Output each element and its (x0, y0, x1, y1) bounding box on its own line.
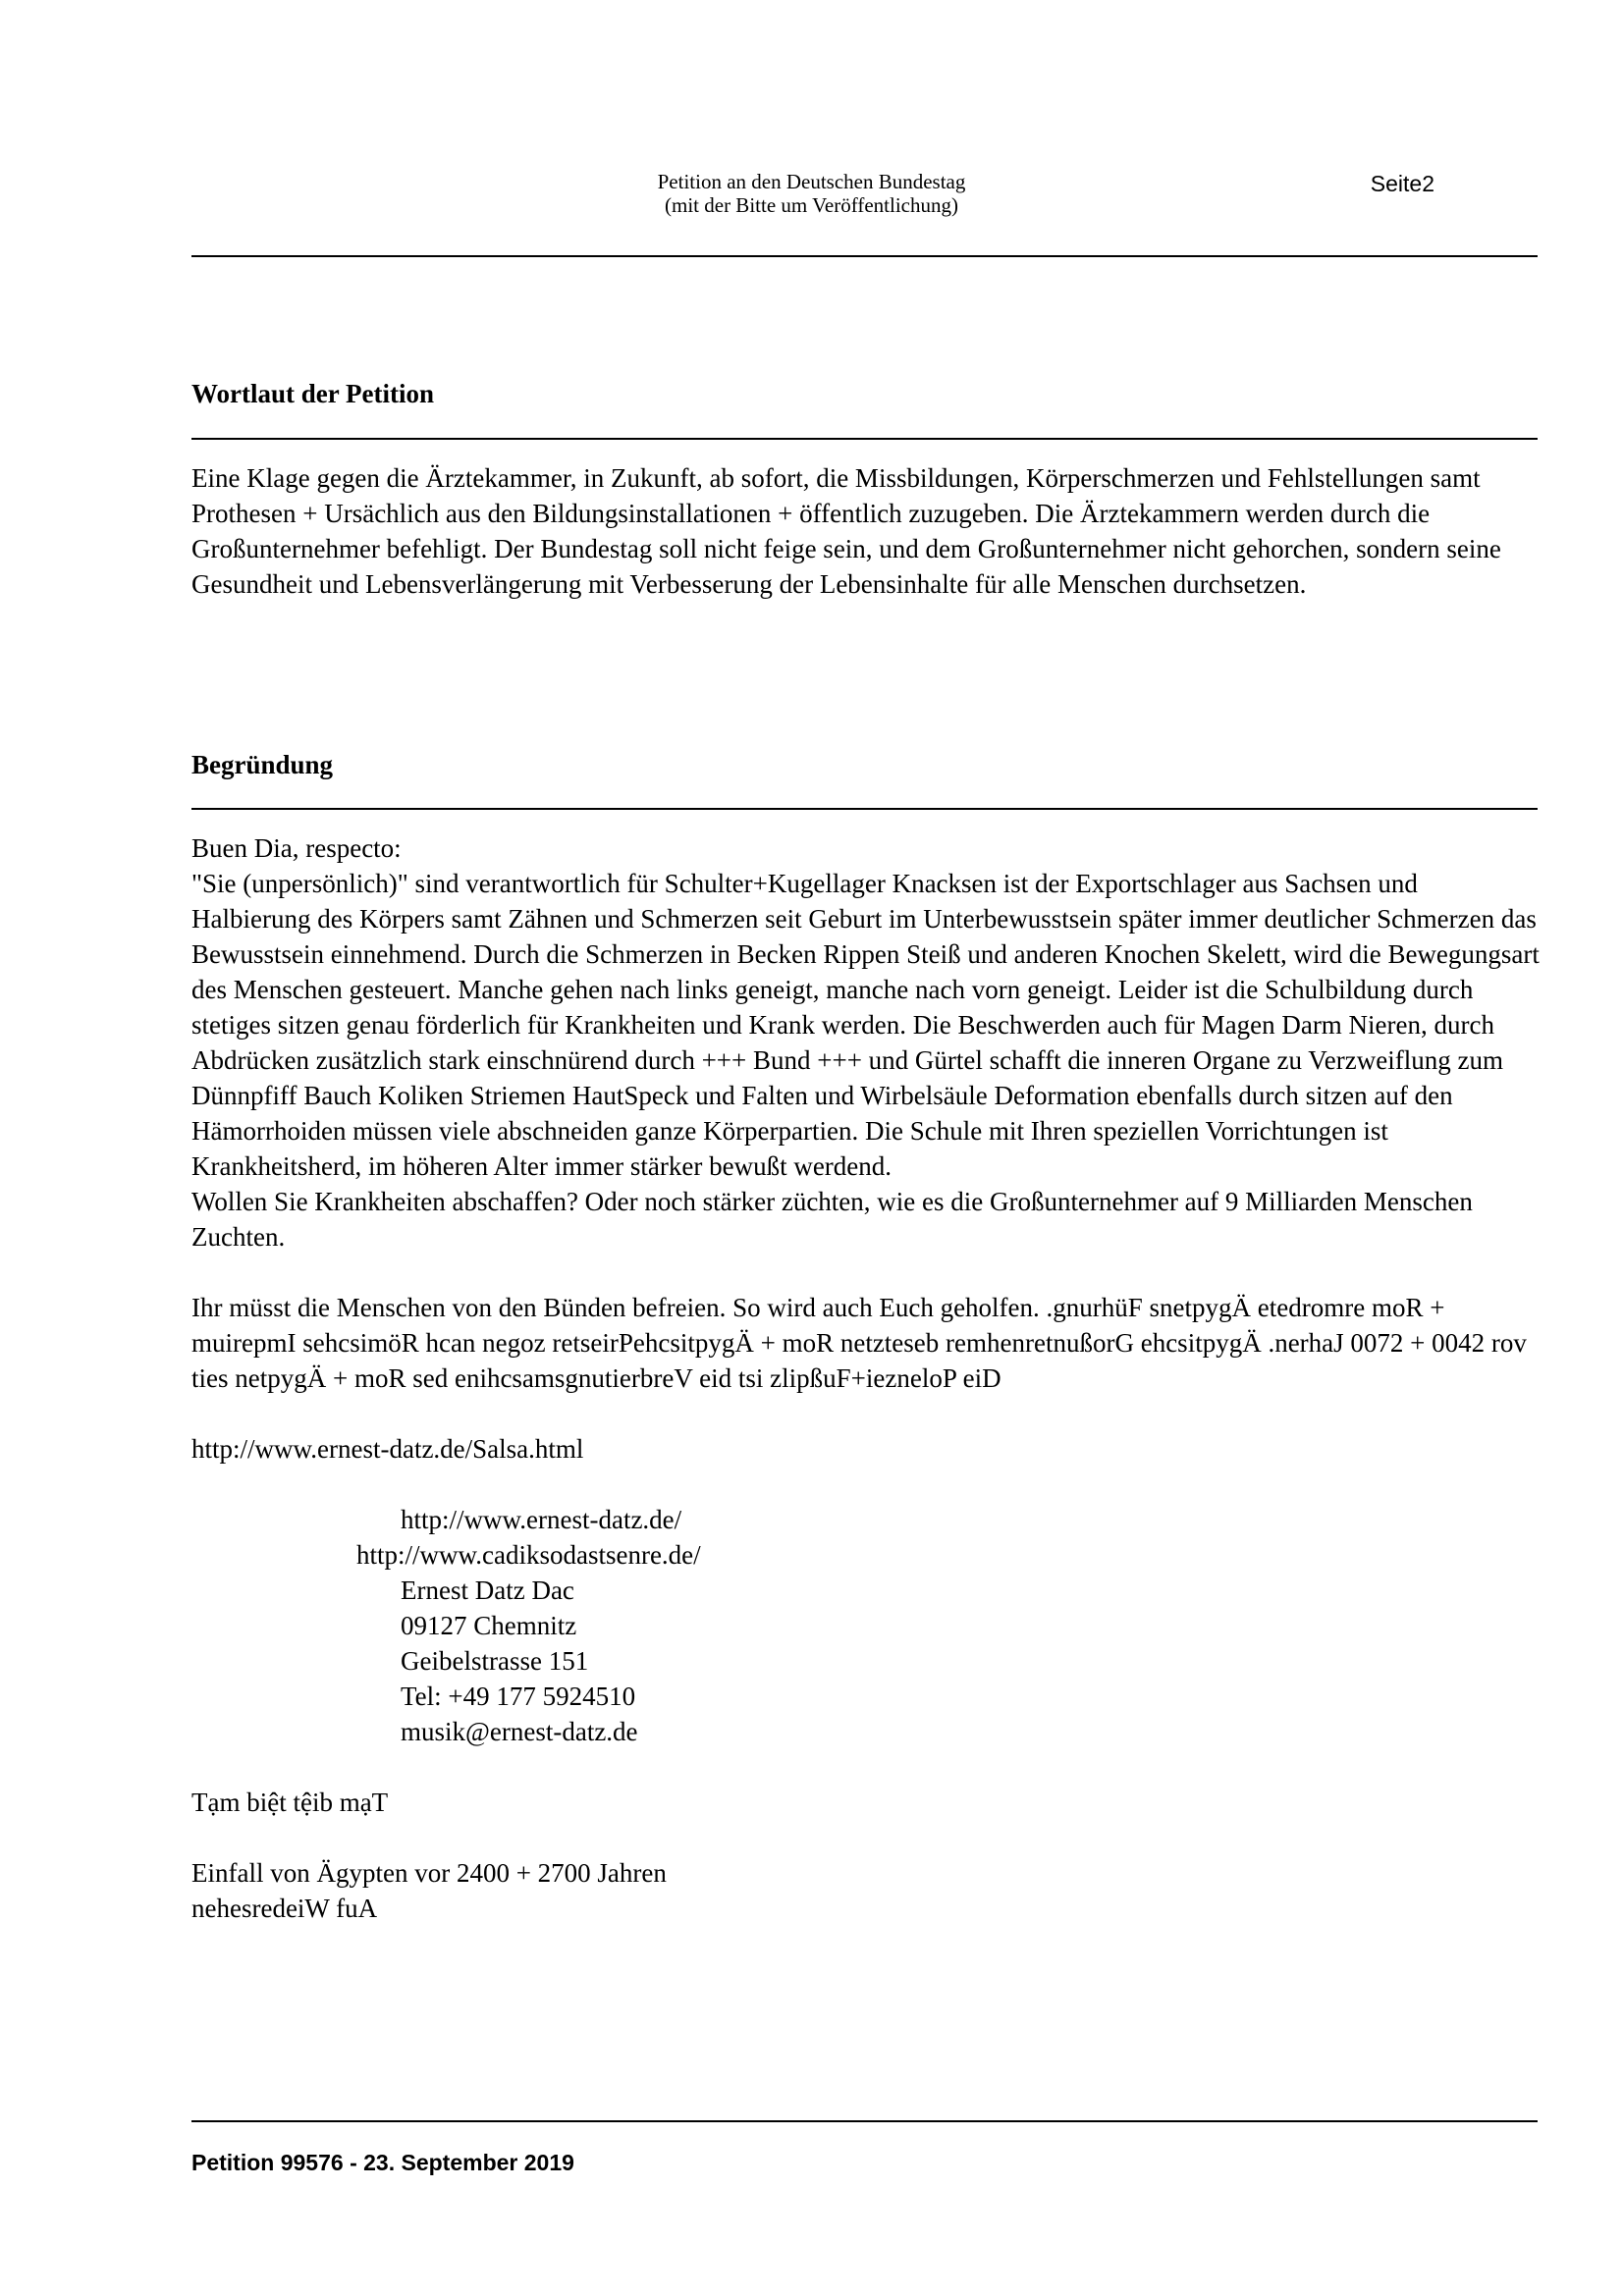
contact-website-1[interactable]: http://www.ernest-datz.de/ (401, 1505, 682, 1534)
contact-city: 09127 Chemnitz (401, 1611, 577, 1640)
header-title-line-2: (mit der Bitte um Veröffentlichung) (665, 193, 958, 217)
contact-name: Ernest Datz Dac (401, 1575, 574, 1605)
header-title-line-1: Petition an den Deutschen Bundestag (657, 170, 966, 193)
footer-divider (191, 2120, 1538, 2122)
wortlaut-text-block (191, 460, 1542, 602)
footer-petition-info: Petition 99576 - 23. September 2019 (191, 2150, 574, 2175)
section-heading-wortlaut: Wortlaut der Petition (191, 379, 434, 408)
begruendung-paragraph-1: "Sie (unpersönlich)" sind verantwortlich für Schulter+Kugellager Knacksen ist der Exportschlager aus Sachsen und Halbierung des Körpers samt Zähnen und Schmerzen seit Geburt im Unterbewusstsein später immer deutlicher Schmerzen das Bewusstsein einnehmend. Durch die Schmerzen in Becken Rippen Steiß und anderen Knochen Skelett, wird die Bewegungsart des Menschen gesteuert. Manche gehen nach links geneigt, manche nach vorn geneigt. Leider ist die Schulbildung durch stetiges sitzen genau förderlich für Krankheiten und Krank werden. Die Beschwerden auch für Magen Darm Nieren, durch Abdrücken zusätzlich stark einschnürend durch +++ Bund +++ und Gürtel schafft die inneren Organe zu Verzweiflung zum Dünnpfiff Bauch Koliken Striemen HautSpeck und Falten und Wirbelsäule Deformation ebenfalls durch sitzen auf den Hämorrhoiden müssen viele abschneiden ganze Körperpartien. Die Schule mit Ihren speziellen Vorrichtungen ist Krankheitsherd, im höheren Alter immer stärker bewußt werdend. (191, 869, 1540, 1181)
salsa-link[interactable]: http://www.ernest-datz.de/Salsa.html (191, 1434, 584, 1464)
begruendung-paragraph-3: Ihr müsst die Menschen von den Bünden befreien. So wird auch Euch geholfen. .gnurhüF snetpygÄ etedromre moR + muirepmI sehcsimöR hcan negoz retseirPehcsitpygÄ + moR netzteseb remhenretnußorG ehcsitpygÄ .nerhaJ 0072 + 0042 rov ties netpygÄ + moR sed enihcsamsgnutierbreV eid tsi zlipßuF+iezneloP eiD (191, 1293, 1527, 1393)
page-number: Seite2 (1370, 171, 1434, 196)
contact-phone: Tel: +49 177 5924510 (401, 1682, 636, 1711)
greeting-line: Buen Dia, respecto: (191, 833, 402, 863)
closing-line-1: Einfall von Ägypten vor 2400 + 2700 Jahren (191, 1858, 667, 1888)
contact-email[interactable]: musik@ernest-datz.de (401, 1717, 638, 1746)
header-divider (191, 255, 1538, 257)
closing-line-2: nehesredeiW fuA (191, 1894, 378, 1923)
contact-website-2[interactable]: http://www.cadiksodastsenre.de/ (356, 1540, 701, 1570)
begruendung-paragraph-2: Wollen Sie Krankheiten abschaffen? Oder noch stärker züchten, wie es die Großunternehmer auf 9 Milliarden Menschen Zuchten. (191, 1187, 1473, 1252)
begruendung-text-block (191, 830, 1542, 1926)
wortlaut-paragraph: Eine Klage gegen die Ärztekammer, in Zukunft, ab sofort, die Missbildungen, Körperschmerzen und Fehlstellungen samt Prothesen + Ursächlich aus den Bildungsinstallationen + öffentlich zuzugeben. Die Ärztekammern werden durch die Großunternehmer befehligt. Der Bundestag soll nicht feige sein, und dem Großunternehmer nicht gehorchen, sondern seine Gesundheit und Lebensverlängerung mit Verbesserung der Lebensinhalte für alle Menschen durchsetzen. (191, 463, 1501, 599)
section-divider-begruendung (191, 808, 1538, 810)
farewell-line: Tạm biệt tệib mạT (191, 1788, 389, 1817)
section-heading-begruendung: Begründung (191, 750, 334, 779)
contact-street: Geibelstrasse 151 (401, 1646, 589, 1676)
section-divider-wortlaut (191, 438, 1538, 440)
contact-block (191, 1502, 1542, 1749)
